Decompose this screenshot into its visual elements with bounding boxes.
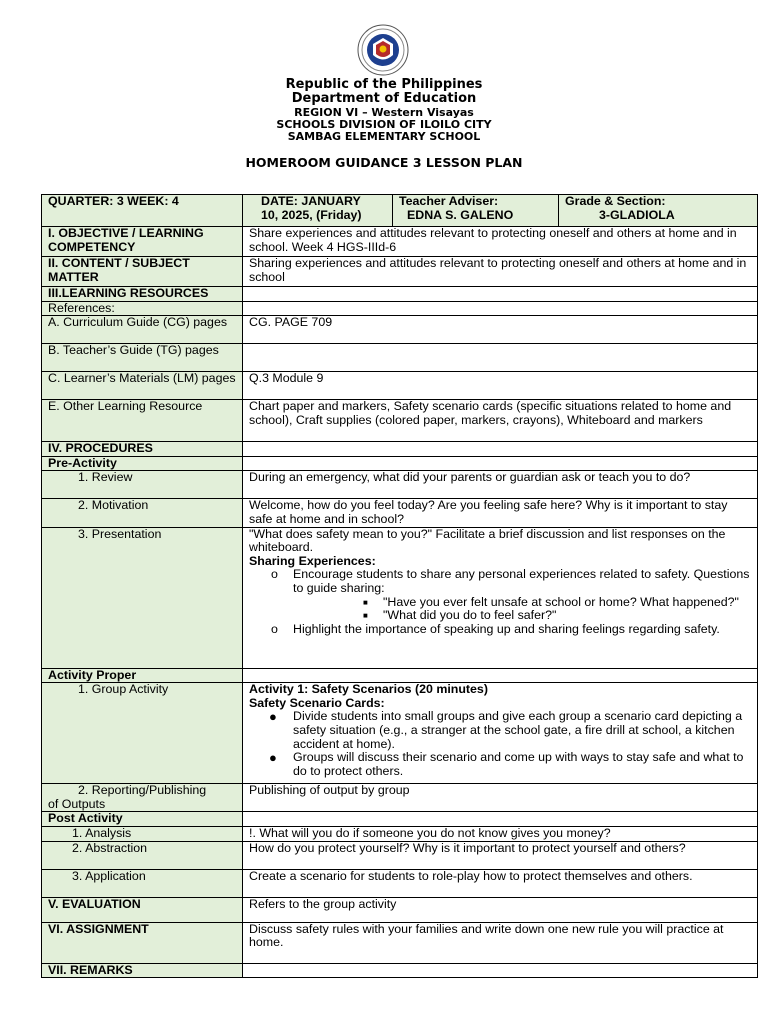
teachers-guide-label: B. Teacher’s Guide (TG) pages xyxy=(42,344,243,372)
evaluation-value: Refers to the group activity xyxy=(243,897,758,922)
teachers-guide-value xyxy=(243,344,758,372)
curriculum-guide-label: A. Curriculum Guide (CG) pages xyxy=(42,316,243,344)
pre-activity-row xyxy=(42,456,758,471)
circle-bullet-icon: o xyxy=(271,621,278,636)
assignment-value: Discuss safety rules with your families and write down one new rule you will practice at home. xyxy=(243,922,758,963)
references-label: References: xyxy=(42,301,243,316)
objective-value: Share experiences and attitudes relevant to protecting oneself and others at home and in school. Week 4 HGS-IIId-6 xyxy=(243,227,758,257)
remarks-label: VII. REMARKS xyxy=(42,963,243,978)
activity-proper-row xyxy=(42,668,758,683)
learning-resources-label: III.LEARNING RESOURCES xyxy=(42,287,243,302)
group-activity-label: 1. Group Activity xyxy=(42,683,243,784)
other-resources-label: E. Other Learning Resource xyxy=(42,400,243,442)
content-value: Sharing experiences and attitudes relevant to protecting oneself and others at home and in school xyxy=(243,257,758,287)
application-label: 3. Application xyxy=(42,869,243,897)
activity-proper-label: Activity Proper xyxy=(42,668,243,683)
grade-section-cell: Grade & Section: 3-GLADIOLA xyxy=(559,195,758,227)
teachers-guide-row xyxy=(42,344,758,372)
analysis-row xyxy=(42,826,758,841)
application-value: Create a scenario for students to role-play how to protect themselves and others. xyxy=(243,869,758,897)
objective-row xyxy=(42,227,758,257)
motivation-label: 2. Motivation xyxy=(42,499,243,527)
curriculum-guide-value: CG. PAGE 709 xyxy=(243,316,758,344)
republic-heading: Republic of the Philippines xyxy=(285,77,483,92)
group-activity-row xyxy=(42,683,758,784)
motivation-row xyxy=(42,499,758,527)
square-bullet-icon: ■ xyxy=(363,611,368,621)
list-item: o Highlight the importance of speaking up and sharing feelings regarding safety. xyxy=(271,621,720,636)
list-item: ■ "Have you ever felt unsafe at school or home? What happened?" xyxy=(363,594,739,609)
remarks-row xyxy=(42,963,758,978)
learning-resources-row xyxy=(42,287,758,302)
review-value: During an emergency, what did your parents or guardian ask or teach you to do? xyxy=(243,471,758,499)
abstraction-value: How do you protect yourself? Why is it important to protect yourself and others? xyxy=(243,841,758,869)
reporting-label: 2. Reporting/Publishing of Outputs xyxy=(42,784,243,812)
list-item: ● Divide students into small groups and give each group a scenario card depicting a safety situation (e.g., a stranger at the school gate, a fire drill at school, a kitchen accident at home). xyxy=(269,709,743,751)
list-item: ● Groups will discuss their scenario and come up with ways to stay safe and what to do to protect others. xyxy=(269,750,744,778)
dot-bullet-icon: ● xyxy=(269,709,277,725)
curriculum-guide-row xyxy=(42,316,758,344)
assignment-row xyxy=(42,922,758,963)
presentation-row xyxy=(42,527,758,668)
reporting-row xyxy=(42,784,758,812)
analysis-label: 1. Analysis xyxy=(42,826,243,841)
presentation-label: 3. Presentation xyxy=(42,527,243,668)
motivation-value: Welcome, how do you feel today? Are you feeling safe here? Why is it important to stay safe at home and in school? xyxy=(243,499,758,527)
square-bullet-icon: ■ xyxy=(363,597,368,607)
learners-materials-row xyxy=(42,372,758,400)
school-heading: SAMBAG ELEMENTARY SCHOOL xyxy=(287,130,481,143)
abstraction-label: 2. Abstraction xyxy=(42,841,243,869)
quarter-week-cell: QUARTER: 3 WEEK: 4 xyxy=(42,195,243,227)
department-heading: Department of Education xyxy=(291,91,477,106)
abstraction-row xyxy=(42,841,758,869)
date-cell: DATE: JANUARY 10, 2025, (Friday) xyxy=(243,195,393,227)
procedures-row xyxy=(42,442,758,457)
review-row xyxy=(42,471,758,499)
learners-materials-value: Q.3 Module 9 xyxy=(243,372,758,400)
review-label: 1. Review xyxy=(42,471,243,499)
region-heading: REGION VI – Western Visayas xyxy=(294,106,474,119)
dot-bullet-icon: ● xyxy=(269,750,277,766)
remarks-value xyxy=(243,963,758,978)
other-resources-row xyxy=(42,400,758,442)
list-item: ■ "What did you do to feel safer?" xyxy=(363,608,557,623)
learners-materials-label: C. Learner’s Materials (LM) pages xyxy=(42,372,243,400)
list-item: o Encourage students to share any personal experiences related to safety. Questions to guide sharing: xyxy=(271,567,750,595)
objective-label: I. OBJECTIVE / LEARNING COMPETENCY xyxy=(42,227,243,257)
group-activity-value xyxy=(243,683,758,784)
evaluation-row xyxy=(42,897,758,922)
activity-title: Activity 1: Safety Scenarios (20 minutes) xyxy=(249,682,488,697)
content-row xyxy=(42,257,758,287)
deped-seal-icon xyxy=(357,24,409,76)
info-row xyxy=(42,195,758,227)
division-heading: SCHOOLS DIVISION OF ILOILO CITY xyxy=(276,118,492,131)
reporting-value: Publishing of output by group xyxy=(243,784,758,812)
analysis-value: !. What will you do if someone you do not know gives you money? xyxy=(243,826,758,841)
assignment-label: VI. ASSIGNMENT xyxy=(42,922,243,963)
cards-heading: Safety Scenario Cards: xyxy=(249,695,385,710)
content-label: II. CONTENT / SUBJECT MATTER xyxy=(42,257,243,287)
teacher-adviser-cell: Teacher Adviser: EDNA S. GALENO xyxy=(393,195,559,227)
procedures-label: IV. PROCEDURES xyxy=(42,442,243,457)
references-row xyxy=(42,301,758,316)
pre-activity-label: Pre-Activity xyxy=(42,456,243,471)
presentation-value xyxy=(243,527,758,668)
sharing-heading: Sharing Experiences: xyxy=(249,553,376,568)
circle-bullet-icon: o xyxy=(271,567,278,582)
application-row xyxy=(42,869,758,897)
lesson-plan-table xyxy=(41,194,758,978)
evaluation-label: V. EVALUATION xyxy=(42,897,243,922)
presentation-intro: "What does safety mean to you?" Facilitate a brief discussion and list responses on the whiteboard. xyxy=(249,527,726,555)
other-resources-value: Chart paper and markers, Safety scenario cards (specific situations related to home and school), Craft supplies (colored paper, markers, crayons), Whiteboard and markers xyxy=(243,400,758,442)
post-activity-row xyxy=(42,812,758,827)
post-activity-label: Post Activity xyxy=(42,812,243,827)
lesson-plan-title: HOMEROOM GUIDANCE 3 LESSON PLAN xyxy=(245,155,523,170)
